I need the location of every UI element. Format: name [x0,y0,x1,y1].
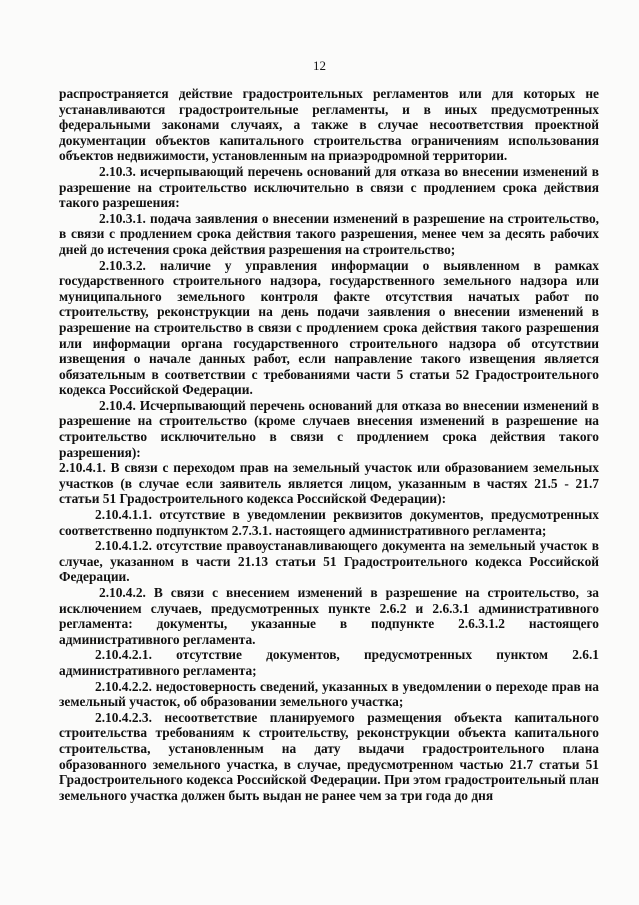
paragraph-2-10-4-2: 2.10.4.2. В связи с внесением изменений в разрешение на строительство, за исключением случаев, предусмотренных пункте 2.6.2 и 2.6.3.1 административного регламента: документы, указанные в подпункте 2.6.3.1.2 настоящего административного регламента. [59,585,599,647]
page-number: 12 [313,58,326,73]
paragraph-2-10-4-1: 2.10.4.1. В связи с переходом прав на земельный участок или образованием земельных участков (в случае если заявитель является лицом, указанным в частях 21.5 - 21.7 статьи 51 Градостроительного кодекса Российской Федерации): [59,460,599,507]
paragraph-continuation: распространяется действие градостроительных регламентов или для которых не устанавливаются градостроительные регламенты, и в иных предусмотренных федеральными законами случаях, а также в случае несоответствия проектной документации объектов капитального строительства ограничениям использования объектов недвижимости, установленным на приаэродромной территории. [59,86,599,164]
paragraph-2-10-3: 2.10.3. исчерпывающий перечень оснований для отказа во внесении изменений в разрешение на строительство исключительно в связи с продлением срока действия такого разрешения: [59,163,599,211]
paragraph-2-10-3-2: 2.10.3.2. наличие у управления информации о выявленном в рамках государственного строительного надзора, государственного земельного надзора или муниципального земельного контроля факте отсутствия начатых работ по строительству, реконструкции на день подачи заявления о внесении изменений в разрешение на строительство в связи с продлением срока действия такого разрешения или информации органа государственного строительного надзора об отсутствии извещения о начале данных работ, если направление такого извещения является обязательным в соответствии с требованиями части 5 статьи 52 Градостроительного кодекса Российской Федерации. [59,257,599,398]
paragraph-2-10-4-1-2: 2.10.4.1.2. отсутствие правоустанавливающего документа на земельный участок в случае, указанном в части 21.13 статьи 51 Градостроительного кодекса Российской Федерации. [59,538,599,585]
paragraph-2-10-4-2-3: 2.10.4.2.3. несоответствие планируемого размещения объекта капитального строительства требованиям к строительству, реконструкции объекта капитального строительства, установленным на дату выдачи градостроительного плана образованного земельного участка, в случае, предусмотренном частью 21.7 статьи 51 Градостроительного кодекса Российской Федерации. При этом градостроительный план земельного участка должен быть выдан не ранее чем за три года до дня [59,709,599,803]
paragraph-2-10-4-1-1: 2.10.4.1.1. отсутствие в уведомлении реквизитов документов, предусмотренных соответственно подпунктом 2.7.3.1. настоящего административного регламента; [59,507,599,538]
paragraph-2-10-4: 2.10.4. Исчерпывающий перечень оснований для отказа во внесении изменений в разрешение на строительство (кроме случаев внесения изменений в разрешение на строительство исключительно в связи с продлением срока действия такого разрешения): [59,397,599,460]
paragraph-2-10-3-1: 2.10.3.1. подача заявления о внесении изменений в разрешение на строительство, в связи с продлением срока действия такого разрешения, менее чем за десять рабочих дней до истечения срока действия разрешения на строительство; [59,210,599,257]
document-body [59,86,599,803]
paragraph-2-10-4-2-2: 2.10.4.2.2. недостоверность сведений, указанных в уведомлении о переходе прав на земельный участок, об образовании земельного участка; [59,678,599,710]
paragraph-2-10-4-2-1: 2.10.4.2.1. отсутствие документов, предусмотренных пунктом 2.6.1 административного регламента; [59,647,599,678]
